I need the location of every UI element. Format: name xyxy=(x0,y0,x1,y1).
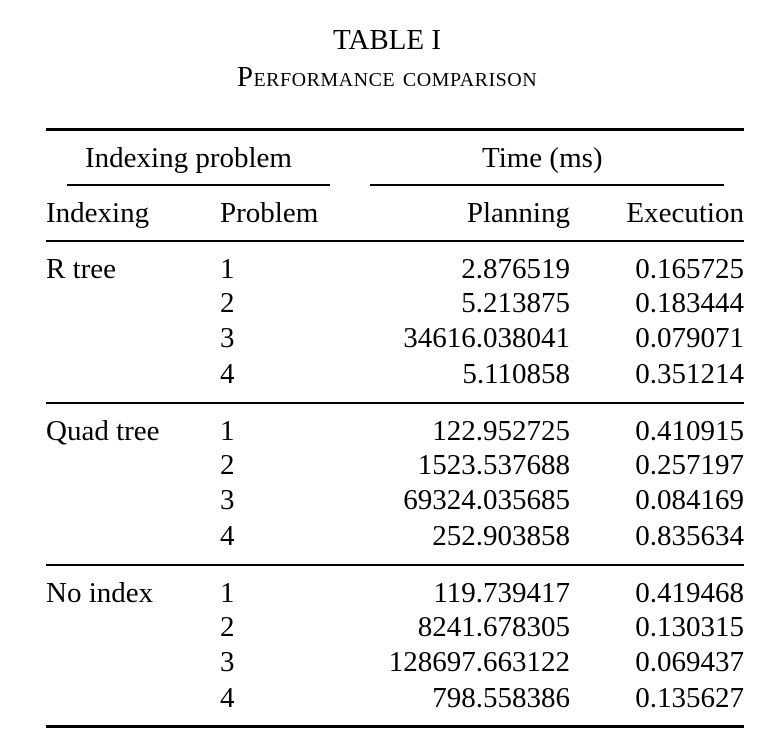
cell-problem: 2 xyxy=(220,611,235,643)
cell-problem: 4 xyxy=(220,520,235,552)
column-header-planning: Planning xyxy=(466,197,570,229)
group-label-quad-tree: Quad tree xyxy=(46,415,160,447)
header-group-indexing-problem: Indexing problem xyxy=(85,142,292,174)
group-underline-time xyxy=(370,184,724,186)
cell-planning: 119.739417 xyxy=(433,577,570,609)
header-rule xyxy=(46,240,744,242)
cell-execution: 0.351214 xyxy=(635,358,744,390)
cell-problem: 1 xyxy=(220,577,235,609)
cell-planning: 5.110858 xyxy=(462,358,570,390)
group-label-r-tree: R tree xyxy=(46,253,117,285)
cell-execution: 0.419468 xyxy=(635,577,744,609)
cell-problem: 2 xyxy=(220,449,235,481)
cell-problem: 3 xyxy=(220,322,235,354)
bottom-rule xyxy=(46,725,744,728)
cell-planning: 8241.678305 xyxy=(417,611,570,643)
cell-planning: 122.952725 xyxy=(432,415,570,447)
cell-execution: 0.079071 xyxy=(635,322,744,354)
column-header-problem: Problem xyxy=(220,197,319,229)
cell-planning: 128697.663122 xyxy=(388,646,570,678)
table-caption-title: Performance comparison xyxy=(236,61,538,93)
cell-problem: 2 xyxy=(220,287,235,319)
cell-execution: 0.257197 xyxy=(635,449,744,481)
cell-problem: 4 xyxy=(220,358,235,390)
cell-execution: 0.835634 xyxy=(635,520,744,552)
cell-problem: 3 xyxy=(220,484,235,516)
cell-planning: 69324.035685 xyxy=(403,484,570,516)
cell-planning: 5.213875 xyxy=(461,287,570,319)
cell-planning: 1523.537688 xyxy=(417,449,570,481)
header-group-time: Time (ms) xyxy=(482,142,603,174)
cell-execution: 0.084169 xyxy=(635,484,744,516)
cell-execution: 0.130315 xyxy=(635,611,744,643)
group-underline-indexing-problem xyxy=(67,184,330,186)
cell-planning: 252.903858 xyxy=(432,520,570,552)
cell-execution: 0.183444 xyxy=(635,287,744,319)
cell-problem: 1 xyxy=(220,253,235,285)
group-label-no-index: No index xyxy=(46,577,154,609)
cell-execution: 0.410915 xyxy=(635,415,744,447)
cell-problem: 1 xyxy=(220,415,235,447)
group-rule xyxy=(46,402,744,404)
column-header-indexing: Indexing xyxy=(46,197,150,229)
cell-planning: 798.558386 xyxy=(432,682,570,714)
cell-execution: 0.135627 xyxy=(635,682,744,714)
group-rule xyxy=(46,564,744,566)
cell-planning: 2.876519 xyxy=(461,253,570,285)
top-rule xyxy=(46,128,744,131)
cell-problem: 4 xyxy=(220,682,235,714)
cell-execution: 0.165725 xyxy=(635,253,744,285)
cell-planning: 34616.038041 xyxy=(403,322,570,354)
table-caption-label: TABLE I xyxy=(332,24,441,56)
cell-problem: 3 xyxy=(220,646,235,678)
cell-execution: 0.069437 xyxy=(635,646,744,678)
column-header-execution: Execution xyxy=(626,197,744,229)
